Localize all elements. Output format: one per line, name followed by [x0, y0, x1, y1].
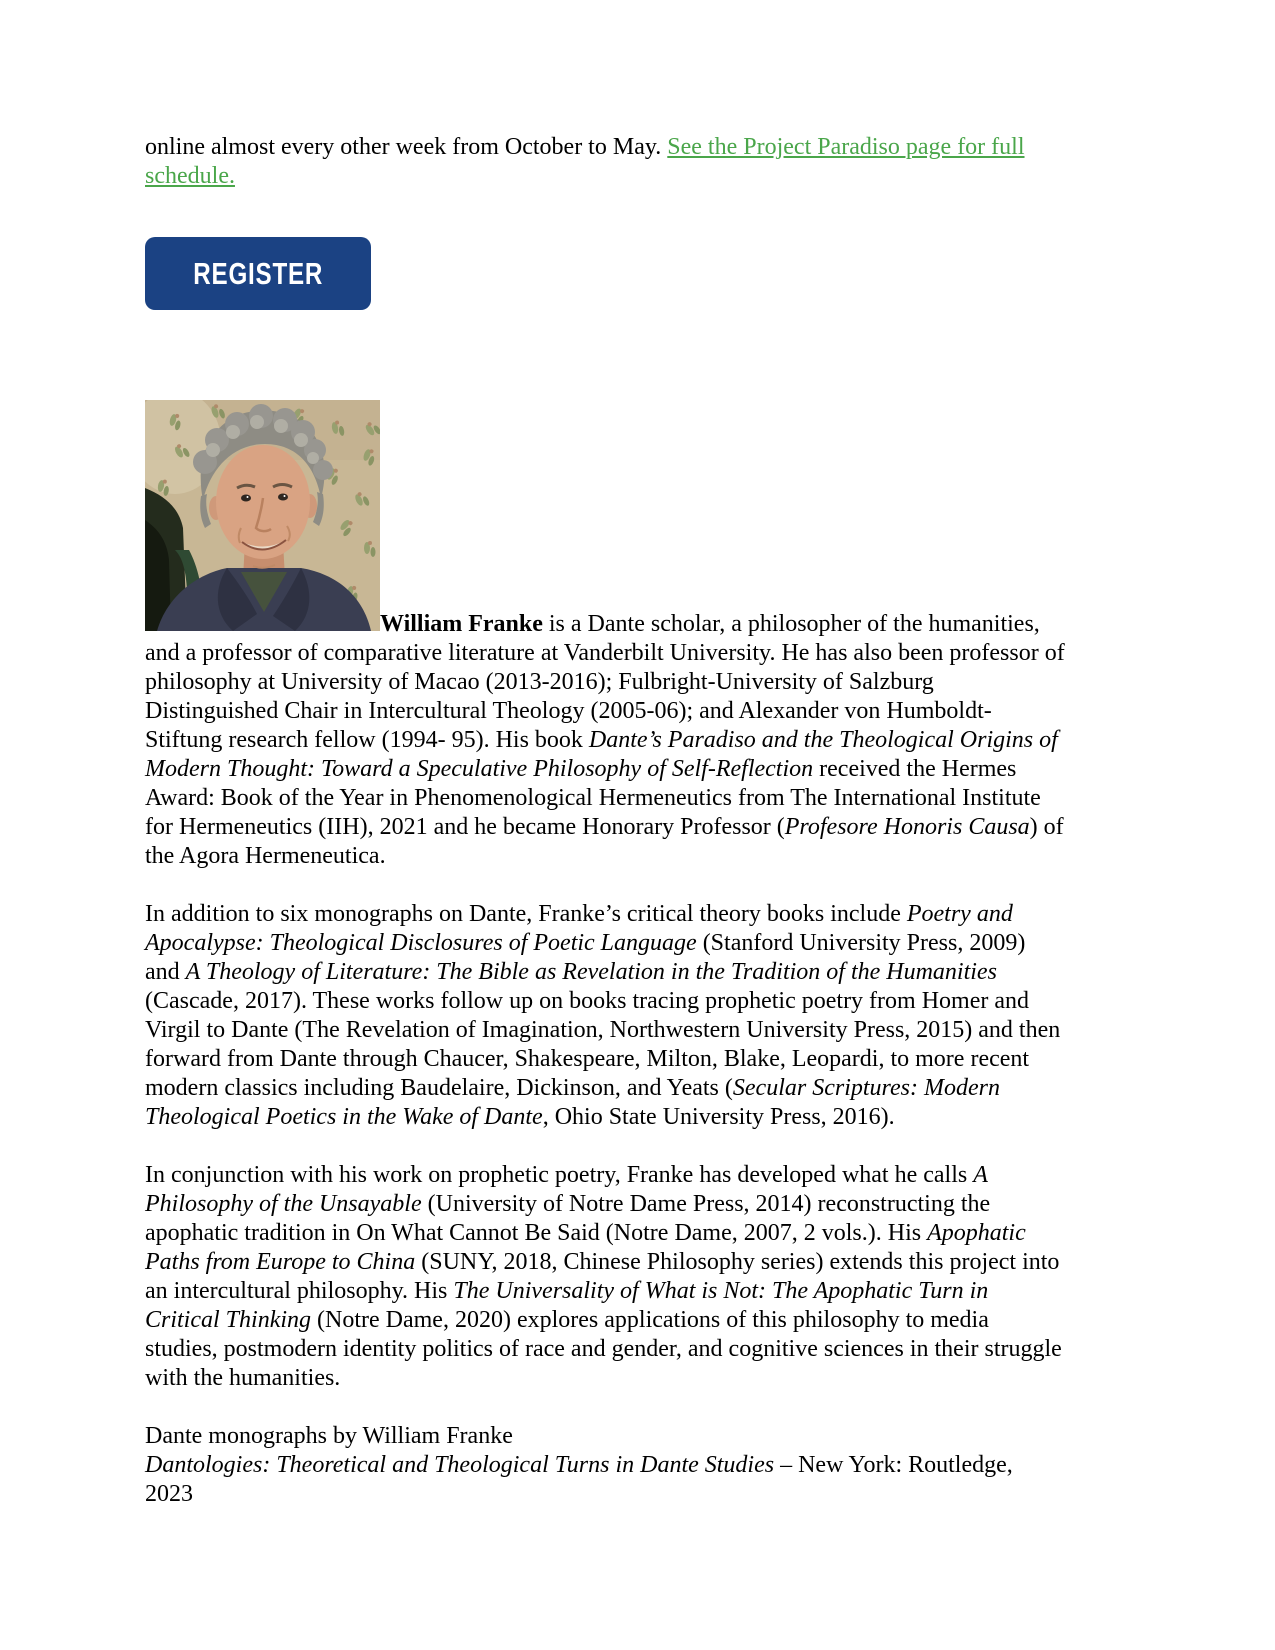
register-button-row	[145, 237, 1065, 310]
bio-paragraph-1	[145, 400, 1065, 871]
monographs-heading: Dante monographs by William Franke	[145, 1423, 513, 1449]
monograph-entry: Dantologies: Theoretical and Theological Turns in Dante Studies – New York: Routledge, 2023	[145, 1452, 1013, 1507]
bio-paragraph-4	[145, 1422, 1065, 1509]
portrait-photo	[145, 400, 380, 631]
bio-paragraph-3: In conjunction with his work on prophetic poetry, Franke has developed what he calls A Philosophy of the Unsayable (University of Notre Dame Press, 2014) reconstructing the apophatic tradition in On What Cannot Be Said (Notre Dame, 2007, 2 vols.). His Apophatic Paths from Europe to China (SUNY, 2018, Chinese Philosophy series) extends this project into an intercultural philosophy. His The Universality of What is Not: The Apophatic Turn in Critical Thinking (Notre Dame, 2020) explores applications of this philosophy to media studies, postmodern identity politics of race and gender, and cognitive sciences in their struggle with the humanities.	[145, 1162, 1062, 1391]
intro-text: online almost every other week from October to May.	[145, 134, 668, 160]
register-button-label: REGISTER	[193, 255, 323, 291]
bio-paragraph-1-text: William Franke is a Dante scholar, a philosopher of the humanities, and a professor of comparative literature at Vanderbilt University. He has also been professor of philosophy at University of Macao (2013-2016); Fulbright-University of Salzburg Distinguished Chair in Intercultural Theology (2005-06); and Alexander von Humboldt-Stiftung research fellow (1994- 95). His book Dante’s Paradiso and the Theological Origins of Modern Thought: Toward a Speculative Philosophy of Self-Reflection received the Hermes Award: Book of the Year in Phenomenological Hermeneutics from The International Institute for Hermeneutics (IIH), 2021 and he became Honorary Professor (Profesore Honoris Causa) of the Agora Hermeneutica.	[145, 611, 1065, 869]
bio-section	[145, 400, 1065, 1509]
bio-paragraph-2: In addition to six monographs on Dante, Franke’s critical theory books include Poetry and Apocalypse: Theological Disclosures of Poetic Language (Stanford University Press, 2009) and A Theology of Literature: The Bible as Revelation in the Tradition of the Humanities (Cascade, 2017). These works follow up on books tracing prophetic poetry from Homer and Virgil to Dante (The Revelation of Imagination, Northwestern University Press, 2015) and then forward from Dante through Chaucer, Shakespeare, Milton, Blake, Leopardi, to more recent modern classics including Baudelaire, Dickinson, and Yeats (Secular Scriptures: Modern Theological Poetics in the Wake of Dante, Ohio State University Press, 2016).	[145, 901, 1061, 1130]
register-button[interactable]	[145, 237, 371, 310]
intro-paragraph	[145, 133, 1065, 191]
project-paradiso-link[interactable]: See the Project Paradiso page for full schedule.	[145, 134, 1025, 189]
